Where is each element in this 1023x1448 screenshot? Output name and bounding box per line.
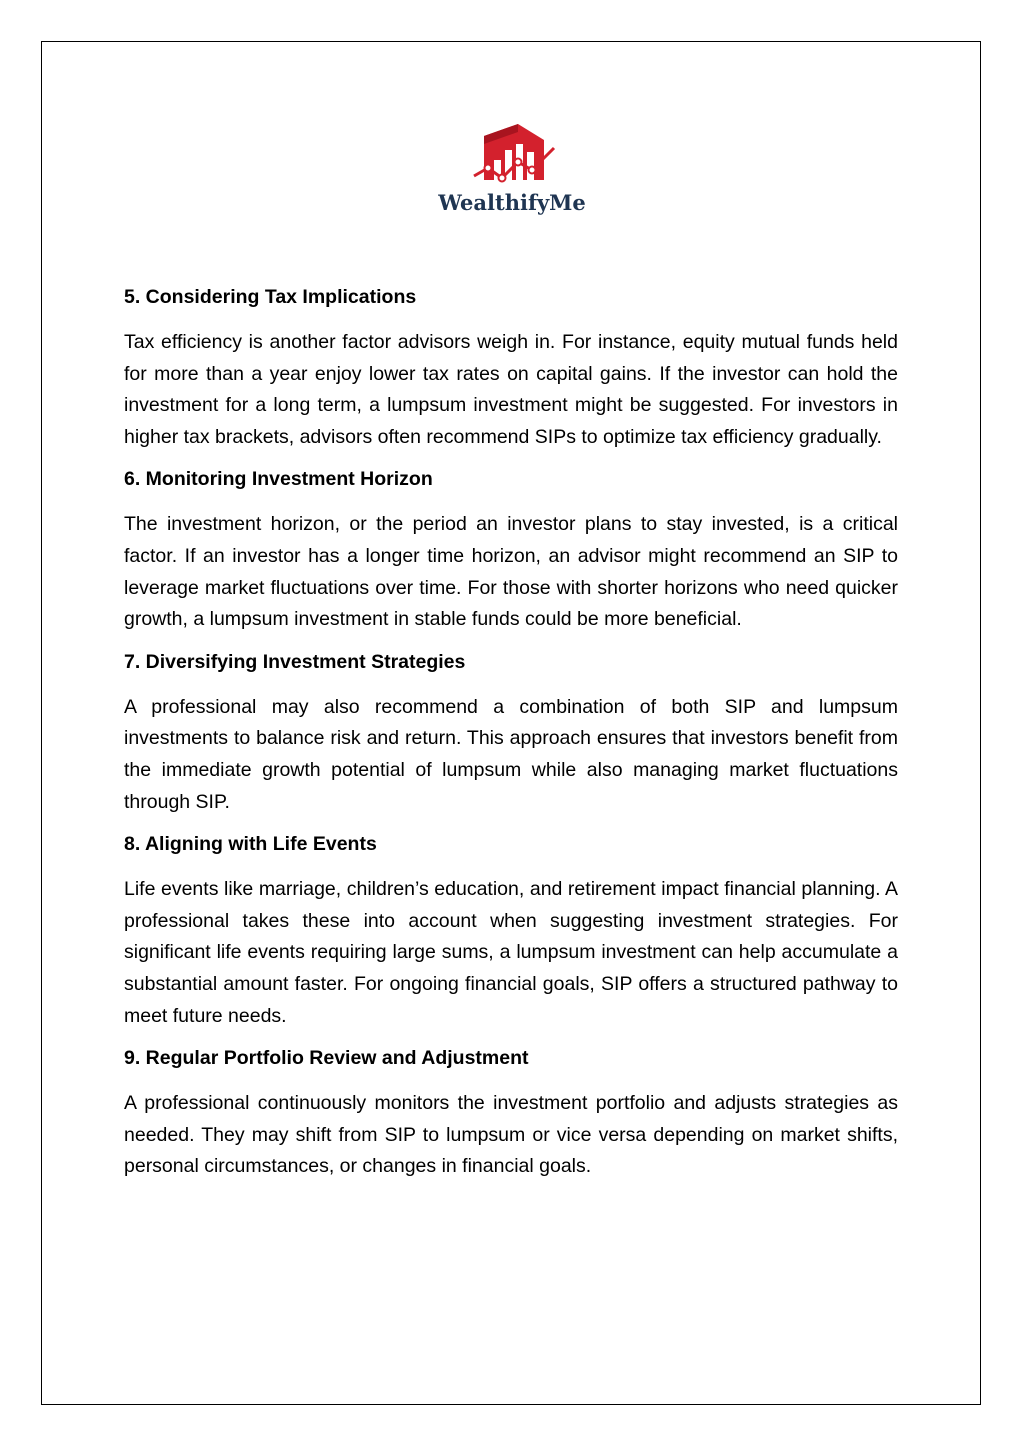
- section-heading: 8. Aligning with Life Events: [124, 833, 377, 856]
- section-body: The investment horizon, or the period an investor plans to stay invested, is a critical factor. If an investor has a longer time horizon, an advisor might recommend an SIP to leverage market fluctuations over time. For those with shorter horizons who need quicker growth, a lumpsum investment in stable funds could be more beneficial.: [124, 513, 898, 631]
- section-body: A professional continuously monitors the investment portfolio and adjusts strategies as needed. They may shift from SIP to lumpsum or vice versa depending on market shifts, personal circumstances, or changes in financial goals.: [124, 1092, 898, 1178]
- document-content: [124, 281, 898, 1193]
- brand-logo: [432, 118, 592, 226]
- section-heading: 5. Considering Tax Implications: [124, 286, 417, 308]
- section-heading: 7. Diversifying Investment Strategies: [124, 650, 466, 673]
- section-body: Life events like marriage, children’s education, and retirement impact financial planning. A professional takes these into account when suggesting investment strategies. For significant life events requiring large sums, a lumpsum investment can help accumulate a substantial amount faster. For ongoing financial goals, SIP offers a structured pathway to meet future needs.: [124, 878, 898, 1027]
- section-body: A professional may also recommend a combination of both SIP and lumpsum investments to balance risk and return. This approach ensures that investors benefit from the immediate growth potential of lumpsum while also managing market fluctuations through SIP.: [124, 695, 898, 813]
- section-heading: 9. Regular Portfolio Review and Adjustment: [124, 1047, 529, 1070]
- section-diversifying-strategies: [124, 646, 898, 818]
- section-heading: 6. Monitoring Investment Horizon: [124, 468, 433, 491]
- section-tax-implications: [124, 281, 898, 453]
- brand-logo-icon: [432, 118, 592, 190]
- section-body: Tax efficiency is another factor advisors weigh in. For instance, equity mutual funds held for more than a year enjoy lower tax rates on capital gains. If the investor can hold the investment for a long term, a lumpsum investment might be suggested. For investors in higher tax brackets, advisors often recommend SIPs to optimize tax efficiency gradually.: [124, 331, 898, 448]
- brand-name: WealthifyMe: [438, 190, 586, 215]
- section-investment-horizon: [124, 463, 898, 635]
- section-life-events: [124, 828, 898, 1032]
- section-portfolio-review: [124, 1042, 898, 1183]
